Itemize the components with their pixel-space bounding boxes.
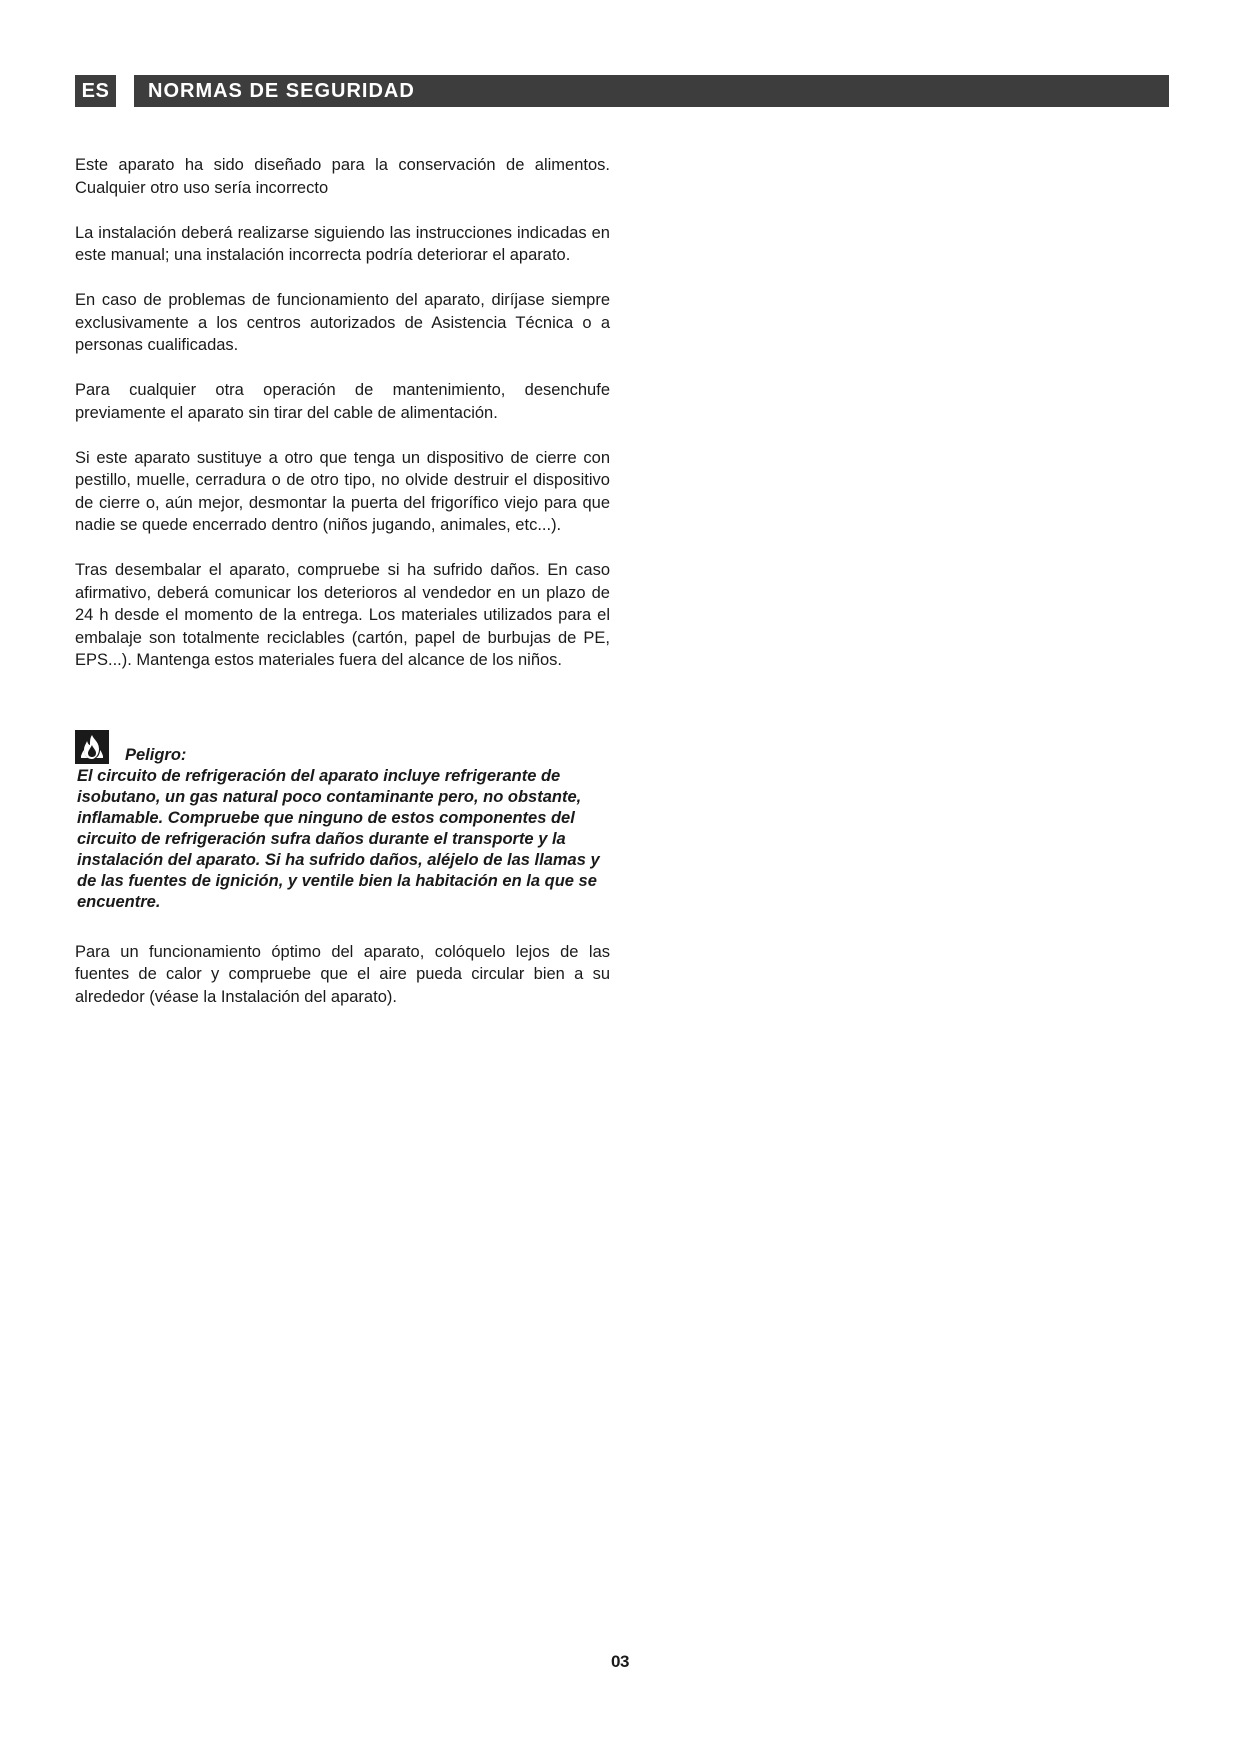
- paragraph-maintenance: Para cualquier otra operación de mantenimiento, desenchufe previamente el aparato sin tirar del cable de alimentación.: [75, 381, 610, 422]
- paragraph-ventilation: Para un funcionamiento óptimo del aparato, colóquelo lejos de las fuentes de calor y compruebe que el aire pueda circular bien a su alrededor (véase la Instalación del aparato).: [75, 942, 610, 1006]
- paragraph-unpacking: Tras desembalar el aparato, compruebe si ha sufrido daños. En caso afirmativo, deberá comunicar los deterioros al vendedor en un plazo de 24 h desde el momento de la entrega. Los materiales utilizados para el embalaje son totalmente reciclables (cartón, papel de burbujas de PE, EPS...). Mantenga estos materiales fuera del alcance de los niños.: [75, 561, 610, 669]
- page-number: 03: [611, 1652, 629, 1671]
- paragraph-service: En caso de problemas de funcionamiento del aparato, diríjase siempre exclusivamente a los centros autorizados de Asistencia Técnica o a personas cualificadas.: [75, 291, 610, 354]
- main-content: [75, 154, 610, 1031]
- paragraph-installation: La instalación deberá realizarse siguiendo las instrucciones indicadas en este manual; una instalación incorrecta podría deteriorar el aparato.: [75, 223, 610, 264]
- danger-label: Peligro:: [125, 745, 187, 764]
- danger-text: El circuito de refrigeración del aparato incluye refrigerante de isobutano, un gas natural poco contaminante pero, no obstante, inflamable. Compruebe que ninguno de estos componentes del circuito de refrigeración sufra daños durante el transporte y la instalación del aparato. Si ha sufrido daños, aléjelo de las llamas y de las fuentes de ignición, y ventile bien la habitación en la que se encuentre.: [77, 766, 600, 911]
- section-header: [75, 75, 1169, 107]
- paragraph-intended-use: Este aparato ha sido diseñado para la conservación de alimentos. Cualquier otro uso sería incorrecto: [75, 156, 610, 197]
- flame-icon: [75, 730, 109, 764]
- paragraph-old-appliance: Si este aparato sustituye a otro que tenga un dispositivo de cierre con pestillo, muelle, cerradura o de otro tipo, no olvide destruir el dispositivo de cierre o, aún mejor, desmontar la puerta del frigorífico viejo para que nadie se quede encerrado dentro (niños jugando, animales, etc...).: [75, 448, 610, 534]
- danger-notice: [75, 730, 610, 913]
- danger-heading: [75, 730, 610, 766]
- language-badge: ES: [75, 75, 116, 107]
- section-title: NORMAS DE SEGURIDAD: [134, 75, 1169, 107]
